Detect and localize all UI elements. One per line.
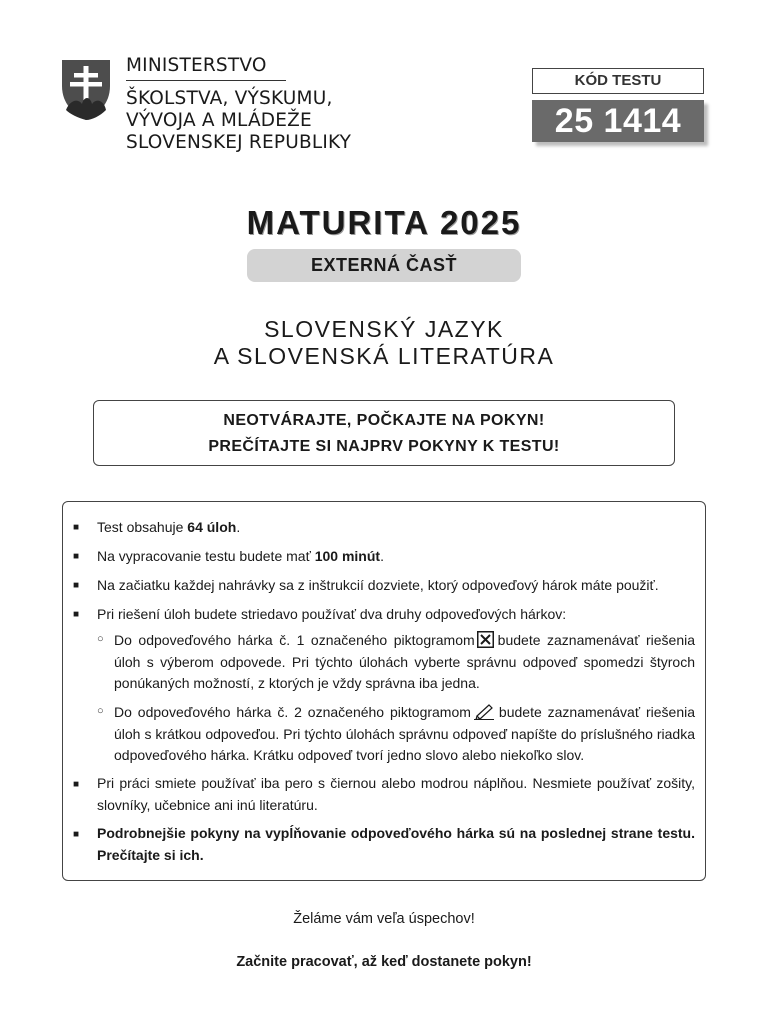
square-bullet-icon: ■ bbox=[73, 580, 80, 591]
instruction-item bbox=[97, 517, 695, 539]
square-bullet-icon: ■ bbox=[73, 551, 80, 562]
ministry-name-line: MINISTERSTVO bbox=[126, 55, 267, 76]
exam-part-badge: EXTERNÁ ČASŤ bbox=[247, 249, 521, 282]
circle-bullet-icon: ○ bbox=[97, 633, 104, 645]
square-bullet-icon: ■ bbox=[73, 779, 80, 790]
ministry-name-line: VÝVOJA A MLÁDEŽE bbox=[126, 110, 312, 131]
good-luck-message: Želáme vám veľa úspechov! bbox=[293, 911, 475, 927]
subject-line: A SLOVENSKÁ LITERATÚRA bbox=[213, 343, 555, 369]
ministry-divider bbox=[126, 80, 286, 81]
instruction-text: Na vypracovanie testu budete mať bbox=[97, 548, 315, 564]
pen-icon bbox=[473, 703, 495, 720]
instruction-text: Do odpoveďového hárka č. 2 označeného piktogramom bbox=[114, 704, 471, 720]
square-bullet-icon: ■ bbox=[73, 829, 80, 840]
instruction-text: Test obsahuje bbox=[97, 519, 188, 535]
warning-line: NEOTVÁRAJTE, POČKAJTE NA POKYN! bbox=[223, 412, 545, 429]
instruction-item: Pri práci smiete používať iba pero s čiernou alebo modrou náplňou. Nesmiete používať zošity, slovníky, učebnice ani inú literatúru. bbox=[97, 775, 695, 813]
task-count: 64 úloh bbox=[187, 519, 237, 535]
ministry-name-line: SLOVENSKEJ REPUBLIKY bbox=[126, 132, 352, 153]
slovak-coat-of-arms-icon bbox=[60, 58, 112, 122]
square-bullet-icon: ■ bbox=[73, 522, 80, 533]
circle-bullet-icon: ○ bbox=[97, 705, 104, 717]
instruction-subitem bbox=[114, 702, 695, 767]
time-limit: 100 minút bbox=[314, 548, 381, 564]
instruction-item bbox=[97, 546, 695, 568]
instruction-text: . bbox=[380, 548, 384, 564]
instruction-text: budete zaznamenávať riešenia úloh s krátkou odpoveďou. Pri týchto úlohách správnu odpoveď napíšte do príslušného riadka odpoveďového hárka. Krátku odpoveď tvorí jedno slovo alebo niekoľko slov. bbox=[114, 704, 695, 763]
exam-title: MATURITA 2025 bbox=[246, 204, 522, 241]
instruction-item: Pri riešení úloh budete striedavo používať dva druhy odpoveďových hárkov: bbox=[97, 606, 567, 622]
checkbox-x-icon bbox=[477, 631, 494, 648]
instruction-item: Podrobnejšie pokyny na vypĺňovanie odpoveďového hárka sú na poslednej strane testu. Prečítajte si ich. bbox=[97, 825, 695, 863]
instruction-text: budete zaznamenávať riešenia úloh s výberom odpovede. Pri týchto úlohách vyberte správnu odpoveď spomedzi štyroch ponúkaných možností, z ktorých je vždy správna iba jedna. bbox=[114, 632, 695, 691]
instructions-box bbox=[62, 501, 706, 881]
start-instruction: Začnite pracovať, až keď dostanete pokyn! bbox=[236, 954, 532, 970]
subject-line: SLOVENSKÝ JAZYK bbox=[264, 316, 504, 342]
test-code-label: KÓD TESTU bbox=[532, 68, 704, 94]
square-bullet-icon: ■ bbox=[73, 609, 80, 620]
warning-box bbox=[93, 400, 675, 466]
instruction-item: Na začiatku každej nahrávky sa z inštrukcií dozviete, ktorý odpoveďový hárok máte použiť. bbox=[97, 577, 659, 593]
warning-line: PREČÍTAJTE SI NAJPRV POKYNY K TESTU! bbox=[208, 438, 560, 455]
test-code-value: 25 1414 bbox=[532, 100, 704, 142]
instruction-text: . bbox=[236, 519, 241, 535]
instruction-subitem bbox=[114, 630, 695, 695]
instruction-text: Do odpoveďového hárka č. 1 označeného piktogramom bbox=[114, 632, 475, 648]
ministry-name-line: ŠKOLSTVA, VÝSKUMU, bbox=[126, 88, 333, 109]
